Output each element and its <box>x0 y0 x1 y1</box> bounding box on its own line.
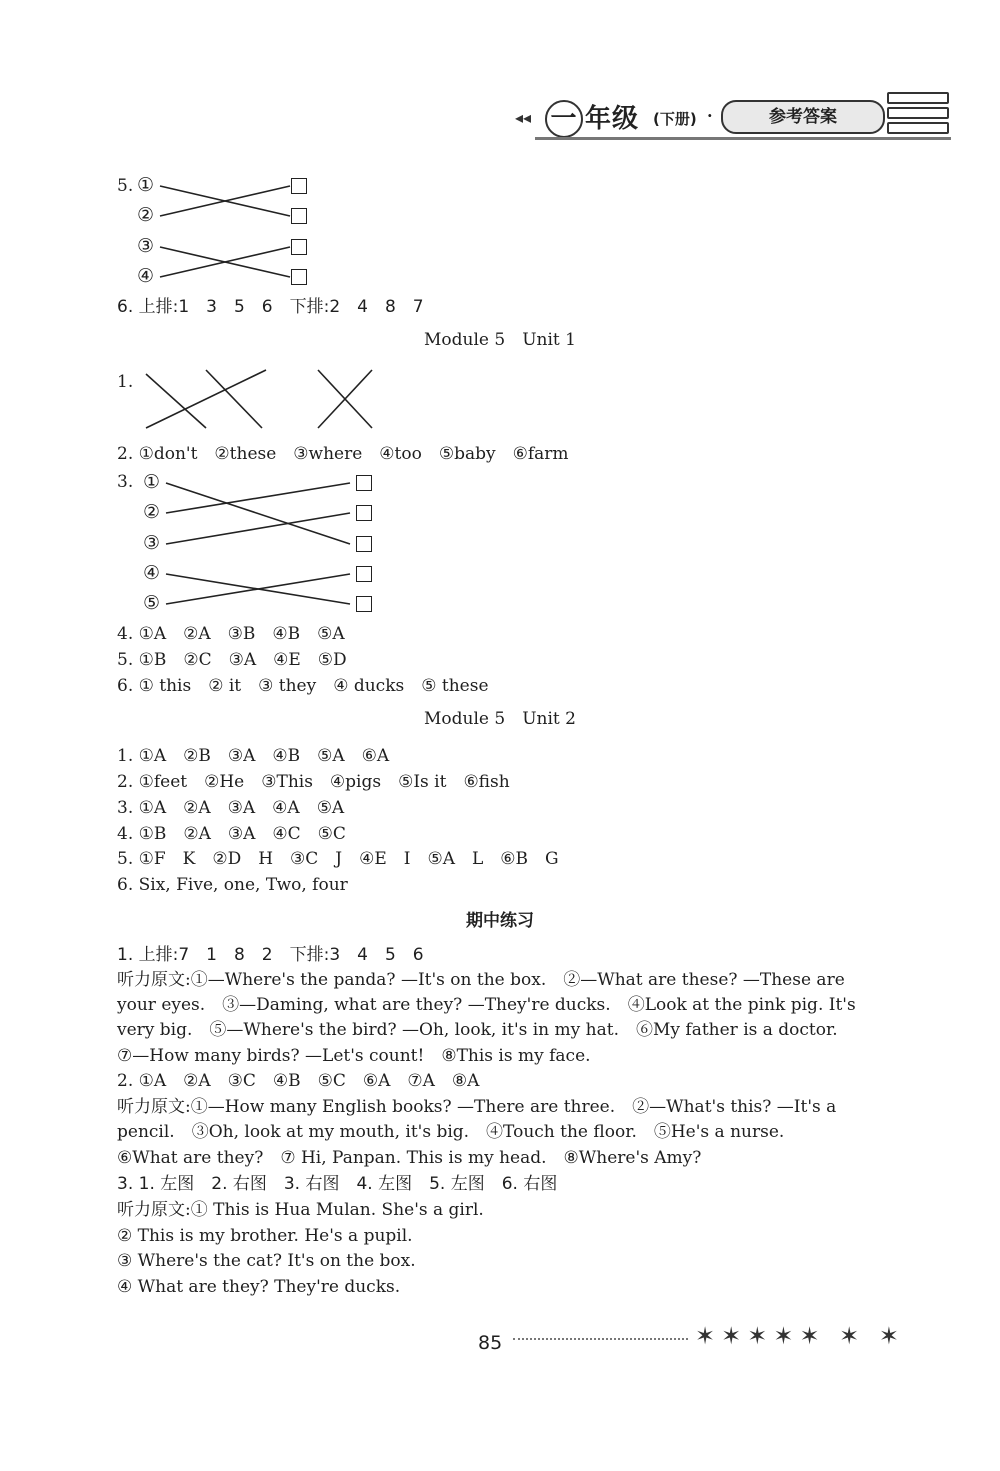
midterm-q2: 2. ①A ②A ③C ④B ⑤C ⑥A ⑦A ⑧A <box>117 1071 480 1091</box>
m5u1-q3-item-5: ⑤ <box>143 592 161 614</box>
answer-box <box>291 269 307 285</box>
grade-first-char: 一 <box>545 100 583 138</box>
q6-prev-answer: 6. 上排:1 3 5 6 下排:2 4 8 7 <box>117 297 424 317</box>
m5u1-q4: 4. ①A ②A ③B ④B ⑤A <box>117 624 345 644</box>
grade-rest: 年级 <box>585 104 640 134</box>
midterm-q3-script-4: ④ What are they? They're ducks. <box>117 1277 401 1297</box>
m5u1-q2: 2. ①don't ②these ③where ④too ⑤baby ⑥farm <box>117 444 569 464</box>
midterm-q1-script-2: your eyes. ③—Daming, what are they? —They're ducks. ④Look at the pink pig. It's <box>117 995 856 1015</box>
answer-box <box>291 239 307 255</box>
section-title-m5u1: Module 5 Unit 1 <box>424 330 576 350</box>
page-header <box>505 90 955 148</box>
midterm-q3-script-1: 听力原文:① This is Hua Mulan. She's a girl. <box>117 1200 484 1220</box>
m5u1-q3-label: 3. <box>117 472 134 492</box>
volume-label: (下册) <box>653 110 697 128</box>
midterm-q3-script-2: ② This is my brother. He's a pupil. <box>117 1226 413 1246</box>
midterm-q1-script-1: 听力原文:①—Where's the panda? —It's on the box. ②—What are these? —These are <box>117 970 845 990</box>
double-arrow-icon: ◂◂ <box>515 108 532 127</box>
m5u1-q3-item-4: ④ <box>143 562 161 584</box>
stars-decoration-icon: ✶✶✶✶✶ ✶ ✶ <box>695 1322 906 1350</box>
q5-prev-item-3: ③ <box>137 235 155 257</box>
midterm-q2-script-3: ⑥What are they? ⑦ Hi, Panpan. This is my head. ⑧Where's Amy? <box>117 1148 702 1168</box>
m5u1-q5: 5. ①B ②C ③A ④E ⑤D <box>117 650 347 670</box>
answer-box <box>356 505 372 521</box>
m5u2-q1: 1. ①A ②B ③A ④B ⑤A ⑥A <box>117 746 390 766</box>
m5u2-q2: 2. ①feet ②He ③This ④pigs ⑤Is it ⑥fish <box>117 772 510 792</box>
page-number: 85 <box>478 1332 503 1354</box>
midterm-q1: 1. 上排:7 1 8 2 下排:3 4 5 6 <box>117 945 424 965</box>
m5u1-q3-item-3: ③ <box>143 532 161 554</box>
midterm-q3: 3. 1. 左图 2. 右图 3. 右图 4. 左图 5. 左图 6. 右图 <box>117 1174 558 1194</box>
section-title-midterm: 期中练习 <box>466 911 534 931</box>
midterm-q1-script-4: ⑦—How many birds? —Let's count! ⑧This is my face. <box>117 1046 591 1066</box>
q5-prev-item-2: ② <box>137 204 155 226</box>
header-dot: · <box>707 106 713 125</box>
midterm-q3-script-3: ③ Where's the cat? It's on the box. <box>117 1251 416 1271</box>
answer-box <box>356 475 372 491</box>
footer-dotted-rule <box>513 1338 688 1340</box>
answer-box <box>356 596 372 612</box>
q5-prev-label: 5. <box>117 176 134 196</box>
answer-box <box>291 178 307 194</box>
books-icon <box>887 92 949 136</box>
m5u1-q3-item-1: ① <box>143 471 161 493</box>
m5u2-q5: 5. ①F K ②D H ③C J ④E I ⑤A L ⑥B G <box>117 849 559 869</box>
section-title-m5u2: Module 5 Unit 2 <box>424 709 576 729</box>
midterm-q2-script-1: 听力原文:①—How many English books? —There are three. ②—What's this? —It's a <box>117 1097 837 1117</box>
midterm-q1-script-3: very big. ⑤—Where's the bird? —Oh, look, it's in my hat. ⑥My father is a doctor. <box>117 1020 838 1040</box>
answer-box <box>291 208 307 224</box>
answer-box <box>356 566 372 582</box>
answer-key-badge: 参考答案 <box>721 100 885 134</box>
header-rule <box>535 137 951 140</box>
grade-title <box>545 98 639 138</box>
q5-prev-item-1: ① <box>137 174 155 196</box>
midterm-q2-script-2: pencil. ③Oh, look at my mouth, it's big. ④Touch the floor. ⑤He's a nurse. <box>117 1122 785 1142</box>
m5u1-q1-label: 1. <box>117 372 134 392</box>
m5u2-q3: 3. ①A ②A ③A ④A ⑤A <box>117 798 345 818</box>
answer-box <box>356 536 372 552</box>
m5u1-q6: 6. ① this ② it ③ they ④ ducks ⑤ these <box>117 676 489 696</box>
m5u1-q3-item-2: ② <box>143 501 161 523</box>
m5u2-q4: 4. ①B ②A ③A ④C ⑤C <box>117 824 346 844</box>
q5-prev-item-4: ④ <box>137 265 155 287</box>
m5u2-q6: 6. Six, Five, one, Two, four <box>117 875 348 895</box>
